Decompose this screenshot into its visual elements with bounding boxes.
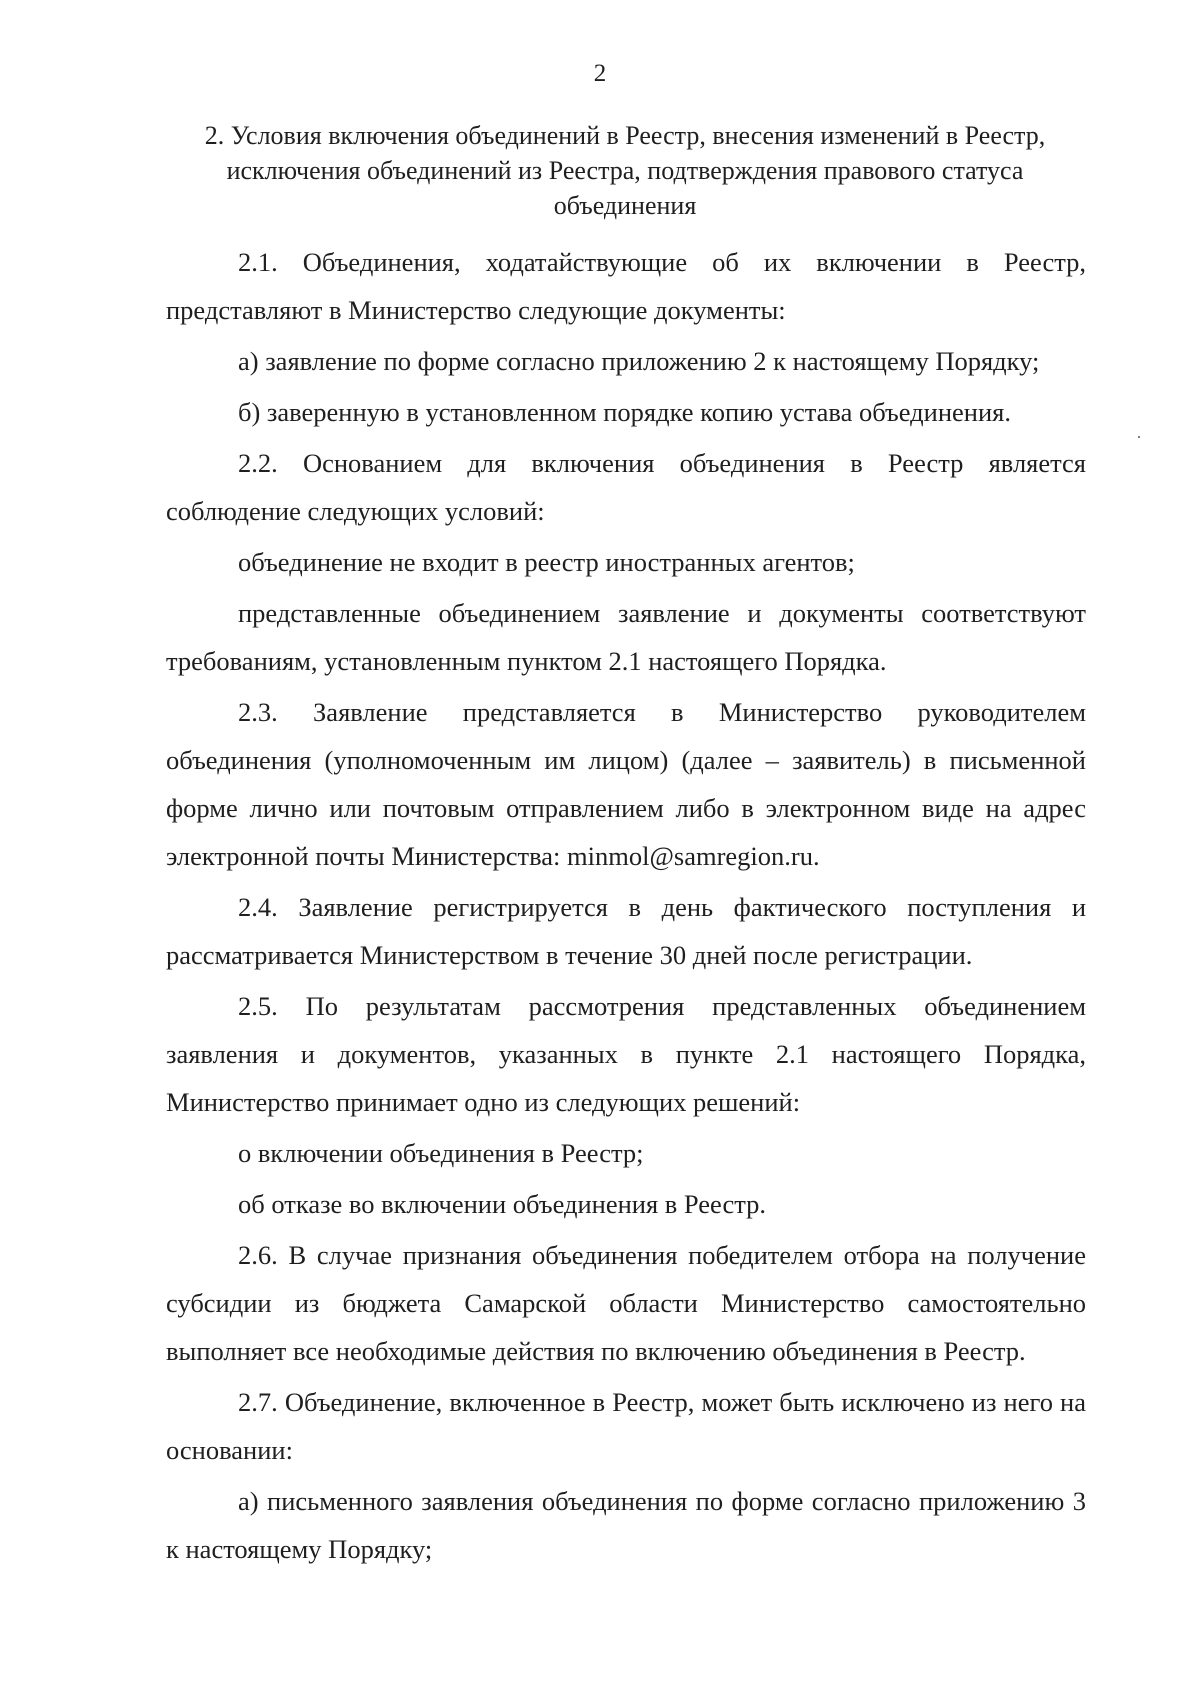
paragraph-2-2: 2.2. Основанием для включения объединения в Реестр является соблюдение следующих условий:	[166, 448, 1086, 526]
decision-item: об отказе во включении объединения в Реестр.	[238, 1189, 767, 1219]
paragraph-2-3: 2.3. Заявление представляется в Министерство руководителем объединения (уполномоченным им лицом) (далее – заявитель) в письменной форме лично или почтовым отправлением либо в электронном виде на адрес электронной почты Министерства: minmol@samregion.ru.	[166, 697, 1086, 871]
paragraph-2-1: 2.1. Объединения, ходатайствующие об их включении в Реестр, представляют в Министерство следующие документы:	[166, 247, 1086, 325]
paragraph-2-4: 2.4. Заявление регистрируется в день фактического поступления и рассматривается Министерством в течение 30 дней после регистрации.	[166, 892, 1086, 970]
paragraph-2-5: 2.5. По результатам рассмотрения представленных объединением заявления и документов, указанных в пункте 2.1 настоящего Порядка, Министерство принимает одно из следующих решений:	[166, 991, 1086, 1117]
list-item-a: а) письменного заявления объединения по форме согласно приложению 3 к настоящему Порядку;	[166, 1486, 1086, 1564]
scan-speck	[1138, 436, 1140, 438]
condition-item: представленные объединением заявление и документы соответствуют требованиям, установленным пунктом 2.1 настоящего Порядка.	[166, 598, 1086, 676]
paragraph-2-6: 2.6. В случае признания объединения победителем отбора на получение субсидии из бюджета Самарской области Министерство самостоятельно выполняет все необходимые действия по включению объединения в Реестр.	[166, 1240, 1086, 1366]
condition-item: объединение не входит в реестр иностранных агентов;	[238, 547, 855, 577]
list-item-a: а) заявление по форме согласно приложению 2 к настоящему Порядку;	[238, 346, 1040, 376]
decision-item: о включении объединения в Реестр;	[238, 1138, 644, 1168]
page-number: 2	[593, 60, 607, 87]
list-item-b: б) заверенную в установленном порядке копию устава объединения.	[238, 397, 1011, 427]
paragraph-2-7: 2.7. Объединение, включенное в Реестр, может быть исключено из него на основании:	[166, 1387, 1086, 1465]
document-body	[166, 238, 1086, 1576]
section-title: 2. Условия включения объединений в Реестр, внесения изменений в Реестр, исключения объединений из Реестра, подтверждения правового статуса объединения	[204, 121, 1046, 220]
